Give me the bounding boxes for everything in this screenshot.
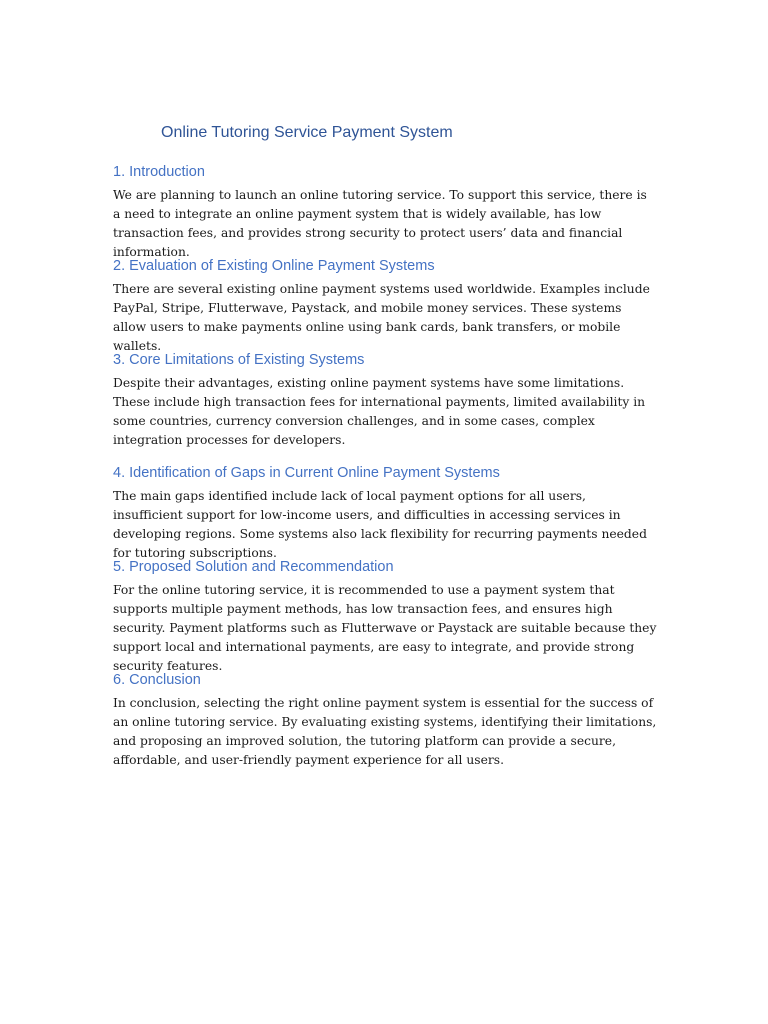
section-body: Despite their advantages, existing online payment systems have some limitations. These include high transaction fees for international payments, limited availability in some countries, currency conversion challenges, and in some cases, complex integration processes for developers. (113, 376, 646, 447)
section-body: There are several existing online payment systems used worldwide. Examples include PayPal, Stripe, Flutterwave, Paystack, and mobile money services. These systems allow users to make payments online using bank cards, bank transfers, or mobile wallets. (113, 282, 650, 353)
section-evaluation (113, 257, 658, 356)
section-heading: 3. Core Limitations of Existing Systems (113, 352, 365, 368)
section-proposed-solution (113, 558, 658, 676)
section-limitations (113, 351, 658, 450)
section-conclusion (113, 671, 658, 770)
section-heading: 2. Evaluation of Existing Online Payment Systems (113, 258, 435, 274)
section-body: In conclusion, selecting the right online payment system is essential for the success of an online tutoring service. By evaluating existing systems, identifying their limitations, and proposing an improved solution, the tutoring platform can provide a secure, affordable, and user-friendly payment experience for all users. (113, 696, 657, 767)
section-body: We are planning to launch an online tutoring service. To support this service, there is a need to integrate an online payment system that is widely available, has low transaction fees, and provides strong security to protect users’ data and financial information. (113, 188, 647, 259)
section-heading: 1. Introduction (113, 164, 205, 180)
document-title: Online Tutoring Service Payment System (161, 124, 453, 141)
section-body: The main gaps identified include lack of local payment options for all users, insufficient support for low-income users, and difficulties in accessing services in developing regions. Some systems also lack flexibility for recurring payments needed for tutoring subscriptions. (113, 489, 647, 560)
section-heading: 4. Identification of Gaps in Current Online Payment Systems (113, 465, 500, 481)
section-heading: 6. Conclusion (113, 672, 201, 688)
section-gaps (113, 464, 658, 563)
section-heading: 5. Proposed Solution and Recommendation (113, 559, 394, 575)
section-introduction (113, 163, 658, 262)
section-body: For the online tutoring service, it is recommended to use a payment system that supports multiple payment methods, has low transaction fees, and ensures high security. Payment platforms such as Flutterwave or Paystack are suitable because they support local and international payments, are easy to integrate, and provide strong security features. (113, 583, 657, 673)
